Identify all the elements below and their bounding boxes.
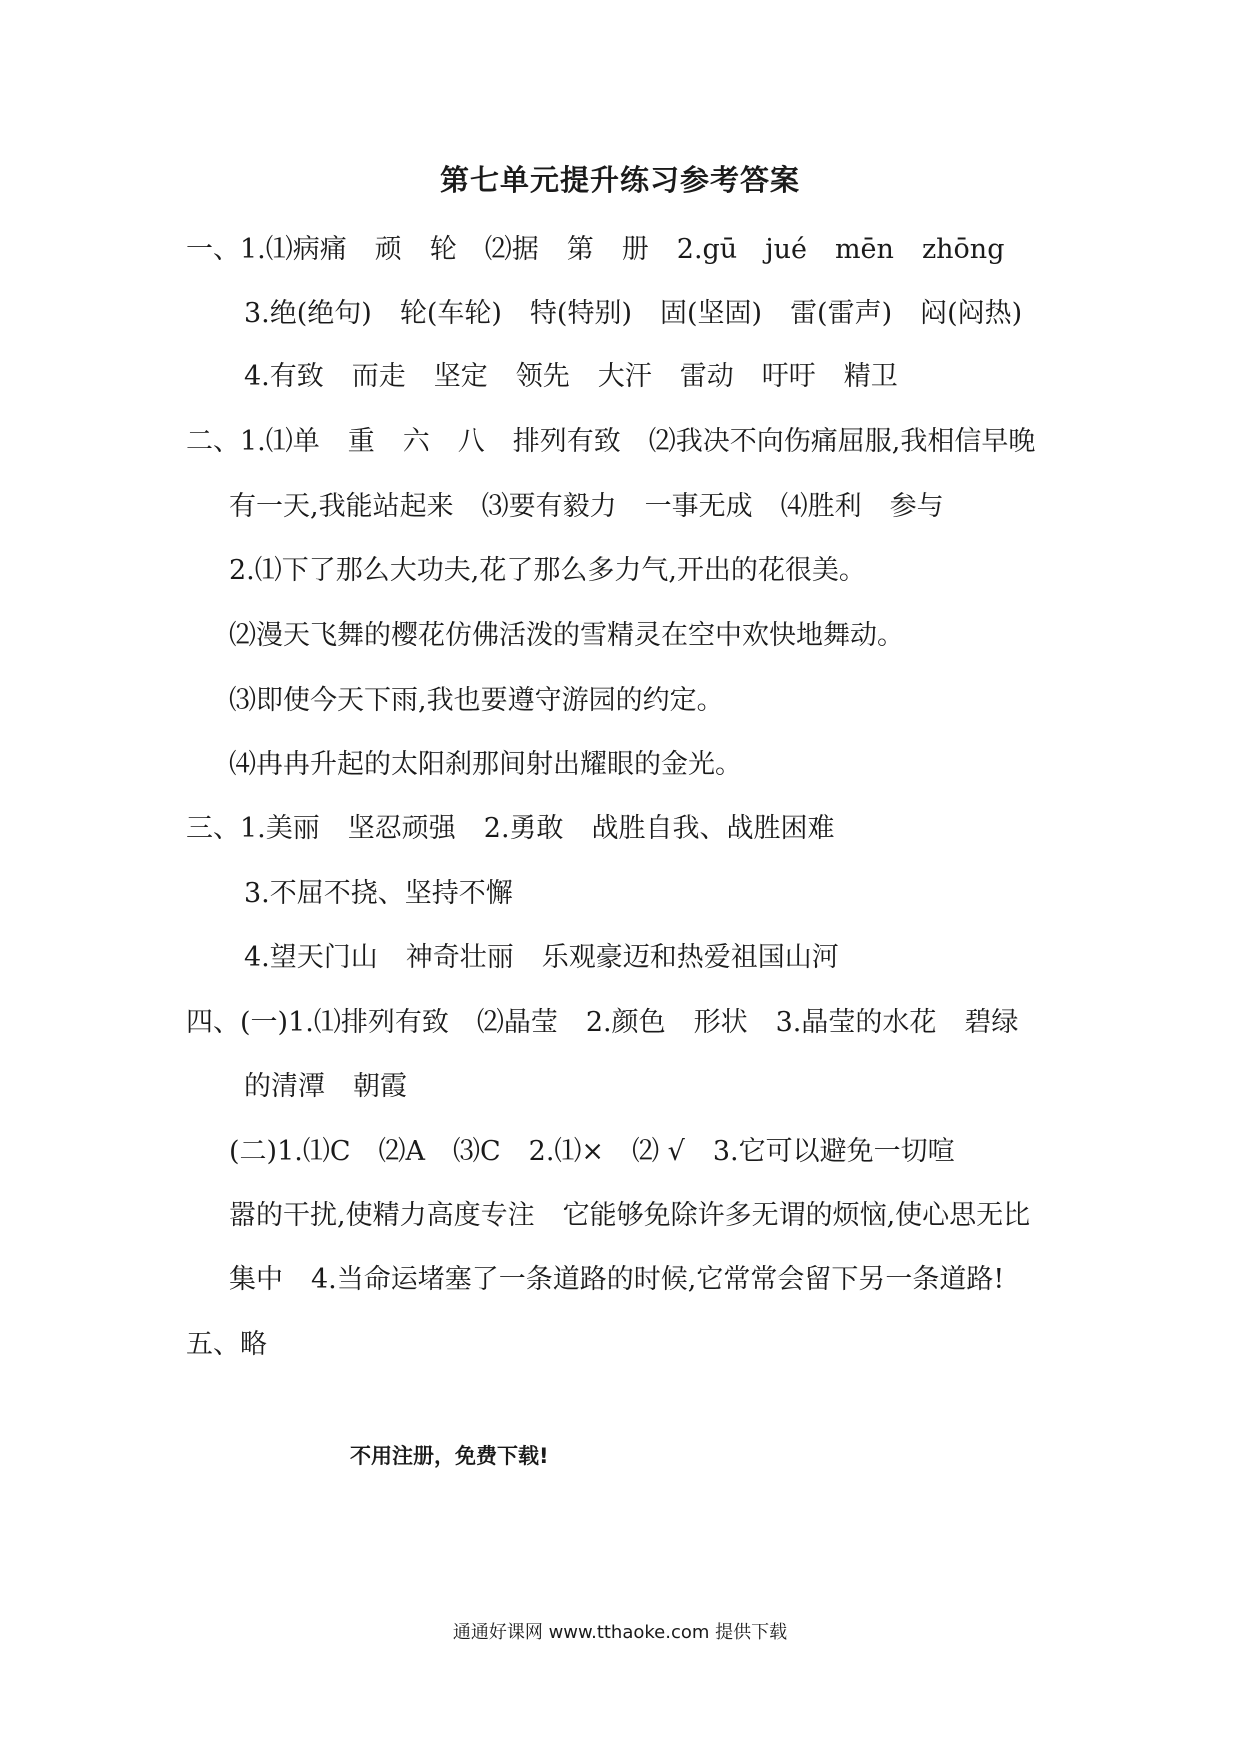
answer-segment: 2.gū [676, 234, 738, 265]
answer-segment: 4.当命运堵塞了一条道路的时候,它常常会留下另一条道路! [311, 1264, 1005, 1295]
answer-segment: 精卫 [843, 361, 898, 392]
answer-segment: 固(坚固) [659, 298, 763, 329]
answer-segment: ⑵我决不向伤痛屈服,我相信早晚 [648, 426, 1036, 457]
answer-segment: 特(特别) [529, 298, 632, 329]
answer-segment: ⑶C [453, 1136, 501, 1167]
answer-segment: 碧绿 [964, 1007, 1019, 1038]
answer-segment: 2.颜色 [585, 1007, 666, 1038]
answer-segment: 雷(雷声) [790, 298, 893, 329]
answer-segment: 朝霞 [353, 1071, 407, 1102]
free-download-note: 不用注册，免费下载! [350, 1444, 549, 1468]
answer-segment: mēn [834, 234, 894, 265]
answer-segment: 3.晶莹的水花 [775, 1007, 937, 1038]
answer-segment: 雷动 [679, 361, 734, 392]
section2-line4: ⑵漫天飞舞的樱花仿佛活泼的雪精灵在空中欢快地舞动。 [229, 620, 904, 651]
section5-line1: 五、略 [186, 1329, 267, 1360]
answer-segment: jué [765, 234, 807, 265]
section2-line5: ⑶即使今天下雨,我也要遵守游园的约定。 [229, 685, 724, 716]
answer-segment: 乐观豪迈和热爱祖国山河 [541, 942, 839, 973]
section4-line5 [229, 1266, 1004, 1293]
answer-segment: zhōng [921, 234, 1005, 265]
answer-segment: 3.绝(绝句) [244, 298, 372, 329]
answer-segment: 四、(一)1.⑴排列有致 [186, 1007, 449, 1038]
answer-segment: ⑵据 [484, 234, 539, 265]
answer-segment: ⑷胜利 [780, 491, 862, 522]
answer-segment: 轮 [429, 234, 457, 265]
answer-segment: 顽 [374, 234, 402, 265]
answer-segment: 三、1.美丽 [186, 813, 320, 844]
section3-line3 [244, 944, 839, 971]
answer-segment: 战胜自我、战胜困难 [591, 813, 835, 844]
answer-segment: 2.⑴× [528, 1136, 605, 1167]
answer-segment: 4.望天门山 [244, 942, 378, 973]
section1-line3 [244, 363, 898, 390]
answer-segment: 它能够免除许多无谓的烦恼,使心思无比 [562, 1200, 1031, 1231]
answer-segment: 参与 [889, 491, 944, 522]
answer-segment: 六 [402, 426, 430, 457]
answer-segment: 神奇壮丽 [405, 942, 514, 973]
answer-segment: 重 [347, 426, 375, 457]
page-title: 第七单元提升练习参考答案 [439, 163, 800, 197]
answer-segment: 集中 [229, 1264, 283, 1295]
answer-segment: 八 [457, 426, 485, 457]
answer-segment: 轮(车轮) [399, 298, 502, 329]
section4-line4 [229, 1202, 1030, 1229]
answer-segment: 坚忍顽强 [347, 813, 456, 844]
section1-line1 [186, 236, 1004, 263]
answer-segment: 二、1.⑴单 [186, 426, 320, 457]
section2-line1 [186, 428, 1035, 455]
answer-segment: 吁吁 [761, 361, 816, 392]
section2-line3: 2.⑴下了那么大功夫,花了那么多力气,开出的花很美。 [229, 555, 866, 586]
answer-segment: 有一天,我能站起来 [229, 491, 454, 522]
answer-segment: 一事无成 [644, 491, 753, 522]
answer-segment: 2.勇敢 [483, 813, 564, 844]
answer-segment: 领先 [515, 361, 570, 392]
answer-segment: 3.它可以避免一切喧 [712, 1136, 955, 1167]
footer-credit: 通通好课网 www.tthaoke.com 提供下载 [452, 1622, 788, 1643]
answer-segment: 4.有致 [244, 361, 324, 392]
answer-segment: ⑵A [378, 1136, 425, 1167]
section4-line1 [186, 1009, 1018, 1036]
answer-segment: 坚定 [433, 361, 488, 392]
section2-line2 [229, 493, 944, 520]
answer-segment: 一、1.⑴病痛 [186, 234, 347, 265]
section1-line2 [244, 300, 1022, 327]
answer-segment: 而走 [351, 361, 406, 392]
answer-segment: 大汗 [597, 361, 652, 392]
section2-line6: ⑷冉冉升起的太阳刹那间射出耀眼的金光。 [229, 749, 742, 780]
answer-segment: 嚣的干扰,使精力高度专注 [229, 1200, 535, 1231]
answer-segment: 第 [566, 234, 594, 265]
section3-line1 [186, 815, 835, 842]
answer-segment: 的清潭 [244, 1071, 325, 1102]
answer-segment: 闷(闷热) [920, 298, 1023, 329]
answer-segment: ⑶要有毅力 [481, 491, 617, 522]
answer-segment: 册 [621, 234, 649, 265]
answer-segment: (二)1.⑴C [229, 1136, 351, 1167]
answer-segment: ⑵ √ [632, 1136, 685, 1167]
section4-line2 [244, 1073, 407, 1100]
section3-line2: 3.不屈不挠、坚持不懈 [244, 878, 513, 909]
section4-line3 [229, 1138, 955, 1165]
answer-segment: ⑵晶莹 [476, 1007, 558, 1038]
answer-segment: 排列有致 [512, 426, 621, 457]
answer-segment: 形状 [693, 1007, 748, 1038]
